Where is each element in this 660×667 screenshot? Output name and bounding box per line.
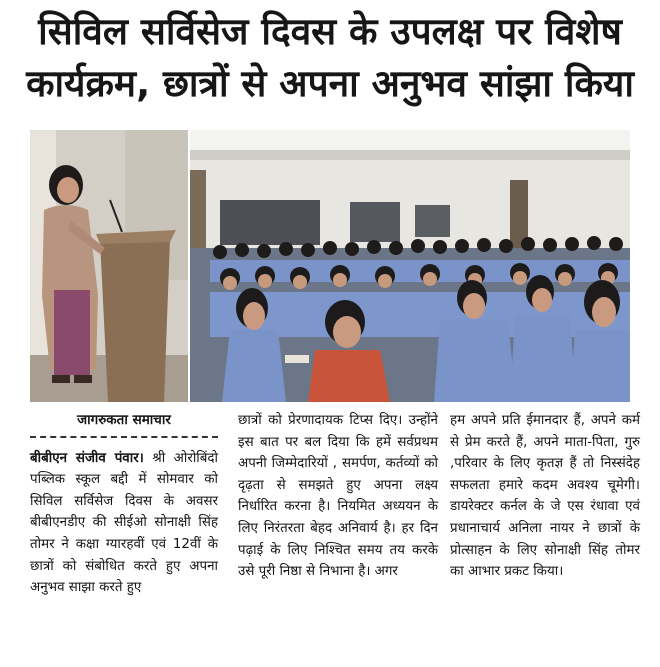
headline-line-2: कार्यक्रम, छात्रों से अपना अनुभव सांझा किया <box>26 62 634 105</box>
column-2-text: छात्रों को प्रेरणादायक टिप्स दिए। उन्होंने इस बात पर बल दिया कि हमें सर्वप्रथम अपनी जिम्मेदारियों , समर्पण, कर्तव्यों को दृढ़ता से समझते हुए अपना लक्ष्य निर्धारित करना है। नियमित अध्ययन के लिए निरंतरता बेहद अनिवार्य है। हर दिन पढ़ाई के लिए निश्चित समय तय करके उसे पूरी निष्ठा से निभाना है। अगर <box>238 413 438 580</box>
column-3-text: हम अपने प्रति ईमानदार हैं, अपने कर्म से प्रेम करते हैं, अपने माता-पिता, गुरु ,परिवार के लिए कृतज्ञ हैं तो निस्संदेह सफलता हमारे कदम अवश्य चूमेगी। डायरेक्टर कर्नल के जे एस रंधावा एवं प्रधानाचार्य अनिला नायर ने छात्रों के प्रोत्साहन के लिए सोनाक्षी सिंह तोमर का आभार प्रकट किया। <box>450 413 640 580</box>
article-column-1 <box>30 410 218 599</box>
headline-line-1: सिविल सर्विसेज दिवस के उपलक्ष पर विशेष <box>38 10 622 53</box>
headline <box>0 6 660 110</box>
students-illustration <box>190 130 630 402</box>
column-1-body: श्री ओरोबिंदो पब्लिक स्कूल बद्दी में सोमवार को सिविल सर्विसेज दिवस के अवसर बीबीएनडीए की सीईओ सोनाक्षी सिंह तोमर ने कक्षा ग्यारहवीं एवं 12वीं के छात्रों को संबोधित करते हुए अपना अनुभव साझा करते हुए <box>30 450 218 596</box>
section-label: जागरुकता समाचार <box>30 410 218 438</box>
article-column-2 <box>238 410 438 583</box>
column-1-text <box>30 448 218 599</box>
students-photo <box>190 130 630 402</box>
article-column-3 <box>450 410 640 583</box>
speaker-photo <box>30 130 188 402</box>
photo-row <box>30 130 630 402</box>
byline: बीबीएन संजीव पंवार। <box>30 450 144 466</box>
speaker-illustration <box>30 130 188 402</box>
